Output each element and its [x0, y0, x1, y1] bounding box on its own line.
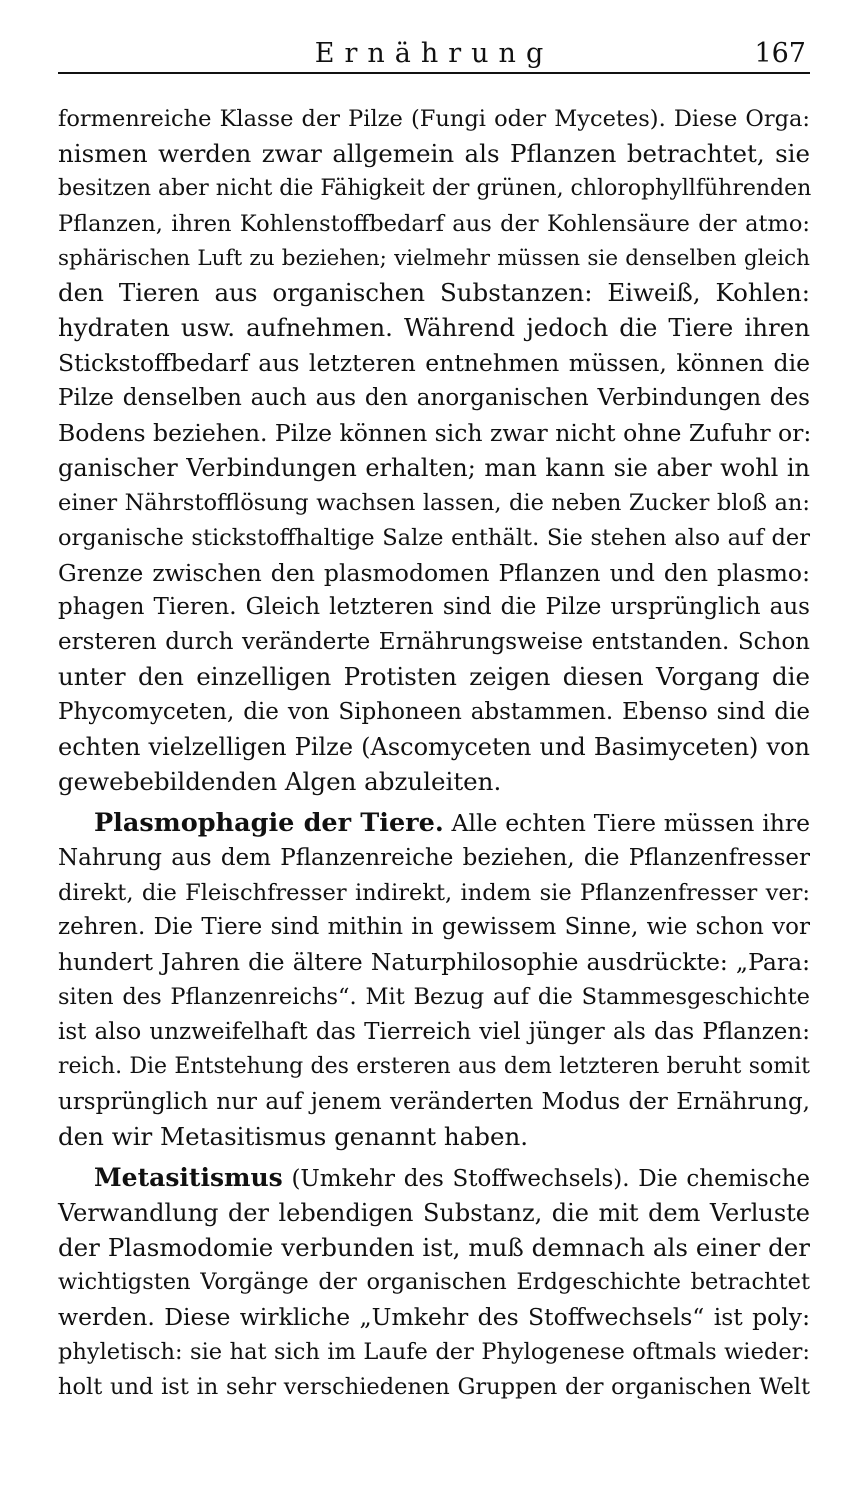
text-line: Bodens beziehen. Pilze können sich zwar nicht ohne Zufuhr or: [58, 419, 812, 448]
text-line: ganischer Verbindungen erhalten; man kann sie aber wohl in [58, 453, 810, 482]
text-line [58, 806, 810, 841]
text-line: den wir Metasitismus genannt haben. [58, 1121, 529, 1151]
text-line: wichtigsten Vorgänge der organischen Erdgeschichte betrachtet [58, 1269, 810, 1296]
text-line: echten vielzelligen Pilze (Ascomyceten und Basimyceten) von [58, 733, 810, 762]
text-line: hydraten usw. aufnehmen. Während jedoch die Tiere ihren [58, 313, 810, 343]
text-line: reich. Die Entstehung des ersteren aus dem letzteren beruht somit [58, 1054, 810, 1080]
text-line: sphärischen Luft zu beziehen; vielmehr müssen sie denselben gleich [58, 245, 810, 271]
text-line: formenreiche Klasse der Pilze (Fungi oder Mycetes). Diese Orga: [58, 106, 810, 132]
running-head [58, 30, 810, 78]
text-line: besitzen aber nicht die Fähigkeit der grünen, chlorophyllführenden [58, 175, 812, 201]
text-line: holt und ist in sehr verschiedenen Gruppen der organischen Welt [58, 1374, 810, 1401]
text-line: Grenze zwischen den plasmodomen Pflanzen und den plasmo: [58, 558, 810, 587]
header-rule [58, 72, 810, 74]
text-line: Pflanzen, ihren Kohlenstoffbedarf aus der Kohlensäure der atmo: [58, 210, 810, 237]
text-line: unter den einzelligen Protisten zeigen diesen Vorgang die [58, 662, 810, 692]
text-line: hundert Jahren die ältere Naturphilosophie ausdrückte: „Para: [58, 948, 810, 977]
text-line: nismen werden zwar allgemein als Pflanzen betrachtet, sie [58, 138, 810, 168]
text-line: phagen Tieren. Gleich letzteren sind die Pilze ursprünglich aus [58, 594, 810, 621]
section-heading: Plasmophagie der Tiere. [94, 807, 444, 838]
text-line: werden. Diese wirkliche „Umkehr des Stoffwechsels“ ist poly: [58, 1303, 810, 1332]
text-line: direkt, die Fleischfresser indirekt, indem sie Pflanzenfresser ver: [58, 879, 810, 906]
section-heading: Metasitismus [94, 1162, 283, 1192]
text-line: organische stickstoffhaltige Salze enthält. Sie stehen also auf der [58, 524, 810, 551]
text-line: der Plasmodomie verbunden ist, muß demnach als einer der [58, 1232, 810, 1262]
text-line: Verwandlung der lebendigen Substanz, die mit dem Verluste [58, 1198, 810, 1227]
text-line: Phycomyceten, die von Siphoneen abstammen. Ebenso sind die [58, 699, 810, 726]
text-run: Alle echten Tiere müssen ihre [451, 808, 810, 837]
text-line: einer Nährstofflösung wachsen lassen, die neben Zucker bloß an: [58, 489, 810, 516]
text-line [58, 1161, 810, 1196]
text-line: siten des Pflanzenreichs“. Mit Bezug auf die Stammesgeschichte [58, 984, 810, 1011]
paragraph-metasitismus [58, 1161, 810, 1405]
text-line: den Tieren aus organischen Substanzen: Eiweiß, Kohlen: [58, 278, 810, 308]
text-line: Stickstoffbedarf aus letzteren entnehmen müssen, können die [58, 349, 810, 378]
body-text [58, 102, 810, 1405]
text-line: Pilze denselben auch aus den anorganischen Verbindungen des [58, 385, 810, 412]
paragraph-pilze [58, 102, 810, 800]
text-line: Nahrung aus dem Pflanzenreiche beziehen, die Pflanzenfresser [58, 844, 810, 871]
text-line: zehren. Die Tiere sind mithin in gewissem Sinne, wie schon vor [58, 914, 810, 941]
text-line: ist also unzweifelhaft das Tierreich viel jünger als das Pflanzen: [58, 1019, 810, 1046]
text-line: ursprünglich nur auf jenem veränderten Modus der Ernährung, [58, 1088, 810, 1115]
text-line: ersteren durch veränderte Ernährungsweise entstanden. Schon [58, 629, 810, 656]
text-line: phyletisch: sie hat sich im Laufe der Phylogenese oftmals wieder: [58, 1339, 810, 1366]
running-title: Ernährung [314, 38, 554, 69]
page-number: 167 [754, 38, 806, 69]
text-run: (Umkehr des Stoffwechsels). Die chemische [291, 1165, 810, 1192]
text-line: gewebebildenden Algen abzuleiten. [58, 766, 502, 796]
paragraph-plasmophagie [58, 806, 810, 1155]
